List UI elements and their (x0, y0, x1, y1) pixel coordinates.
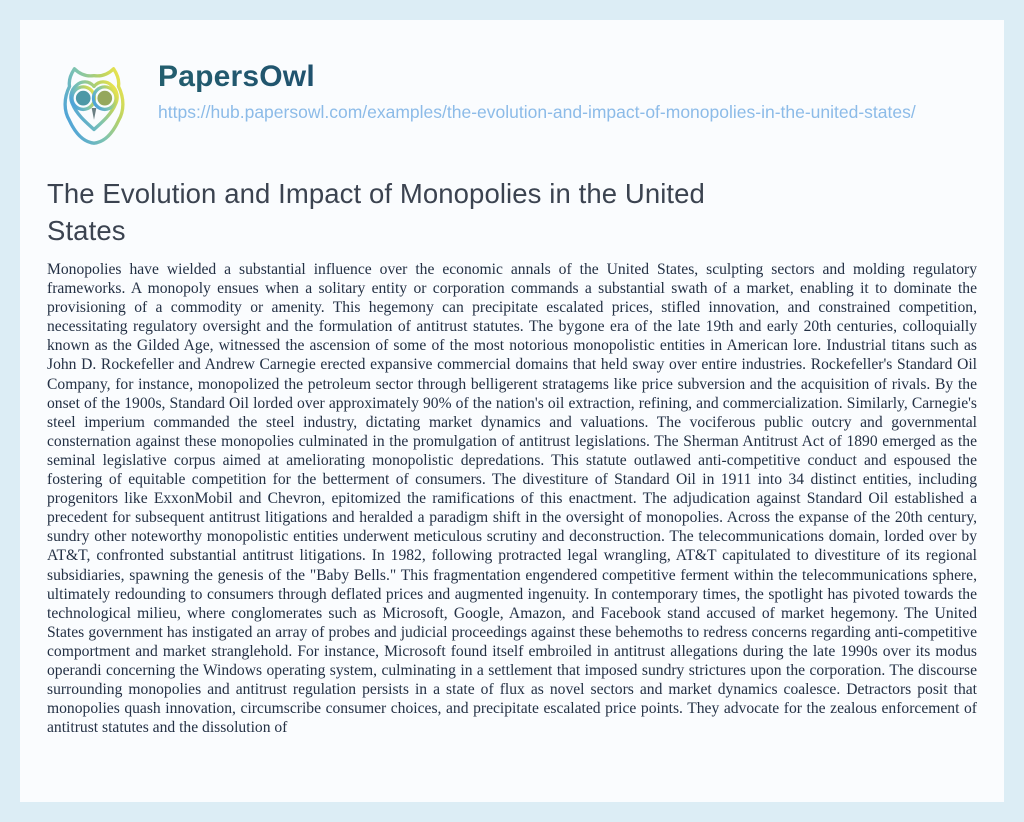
papersowl-logo-icon[interactable] (47, 58, 141, 152)
owl-beak (92, 108, 97, 120)
page-title: The Evolution and Impact of Monopolies in the United States (47, 178, 705, 246)
owl-right-eye (97, 91, 112, 106)
brand-name: PapersOwl (158, 60, 916, 94)
brand-block (158, 58, 916, 124)
document-content (20, 20, 1004, 802)
article-body-text: Monopolies have wielded a substantial influence over the economic annals of the United States, sculpting sectors and molding regulatory frameworks. A monopoly ensues when a solitary entity or corporation commands a substantial swath of a market, enabling it to dominate the provisioning of a commodity or amenity. This hegemony can precipitate escalated prices, stifled innovation, and constrained competition, necessitating regulatory oversight and the formulation of antitrust statutes. The bygone era of the late 19th and early 20th centuries, colloquially known as the Gilded Age, witnessed the ascension of some of the most notorious monopolistic entities in American lore. Industrial titans such as John D. Rockefeller and Andrew Carnegie erected expansive commercial domains that held sway over entire industries. Rockefeller's Standard Oil Company, for instance, monopolized the petroleum sector through belligerent stratagems like price subversion and the acquisition of rivals. By the onset of the 1900s, Standard Oil lorded over approximately 90% of the nation's oil extraction, refining, and commercialization. Similarly, Carnegie's steel imperium commanded the steel industry, dictating market dynamics and valuations. The vociferous public outcry and governmental consternation against these monopolies culminated in the promulgation of antitrust legislations. The Sherman Antitrust Act of 1890 emerged as the seminal legislative corpus aimed at ameliorating monopolistic depredations. This statute outlawed anti-competitive conduct and espoused the fostering of equitable competition for the betterment of consumers. The divestiture of Standard Oil in 1911 into 34 distinct entities, including progenitors like ExxonMobil and Chevron, epitomized the ramifications of this enactment. The adjudication against Standard Oil established a precedent for subsequent antitrust litigations and heralded a paradigm shift in the oversight of monopolies. Across the expanse of the 20th century, sundry other noteworthy monopolistic entities underwent meticulous scrutiny and deconstruction. The telecommunications domain, lorded over by AT&T, confronted substantial antitrust litigations. In 1982, following protracted legal wrangling, AT&T capitulated to divestiture of its regional subsidiaries, spawning the genesis of the "Baby Bells." This fragmentation engendered competitive ferment within the telecommunications sphere, ultimately redounding to consumers through deflated prices and augmented ingenuity. In contemporary times, the spotlight has pivoted towards the technological milieu, where conglomerates such as Microsoft, Google, Amazon, and Facebook stand accused of market hegemony. The United States government has instigated an array of probes and judicial proceedings against these behemoths to redress concerns regarding anti-competitive comportment and market stranglehold. For instance, Microsoft found itself embroiled in antitrust allegations during the late 1990s over its modus operandi concerning the Windows operating system, culminating in a settlement that imposed sundry strictures upon the corporation. The discourse surrounding monopolies and antitrust regulation persists in a state of flux as novel sectors and market dynamics coalesce. Detractors posit that monopolies quash innovation, circumscribe consumer choices, and precipitate escalated price points. They advocate for the zealous enforcement of antitrust statutes and the dissolution of (47, 261, 977, 737)
source-url-link[interactable]: https://hub.papersowl.com/examples/the-evolution-and-impact-of-monopolies-in-the-united-states/ (158, 102, 916, 122)
owl-left-eye (76, 91, 91, 106)
site-header (47, 58, 977, 152)
owl-outline-icon (47, 58, 141, 152)
